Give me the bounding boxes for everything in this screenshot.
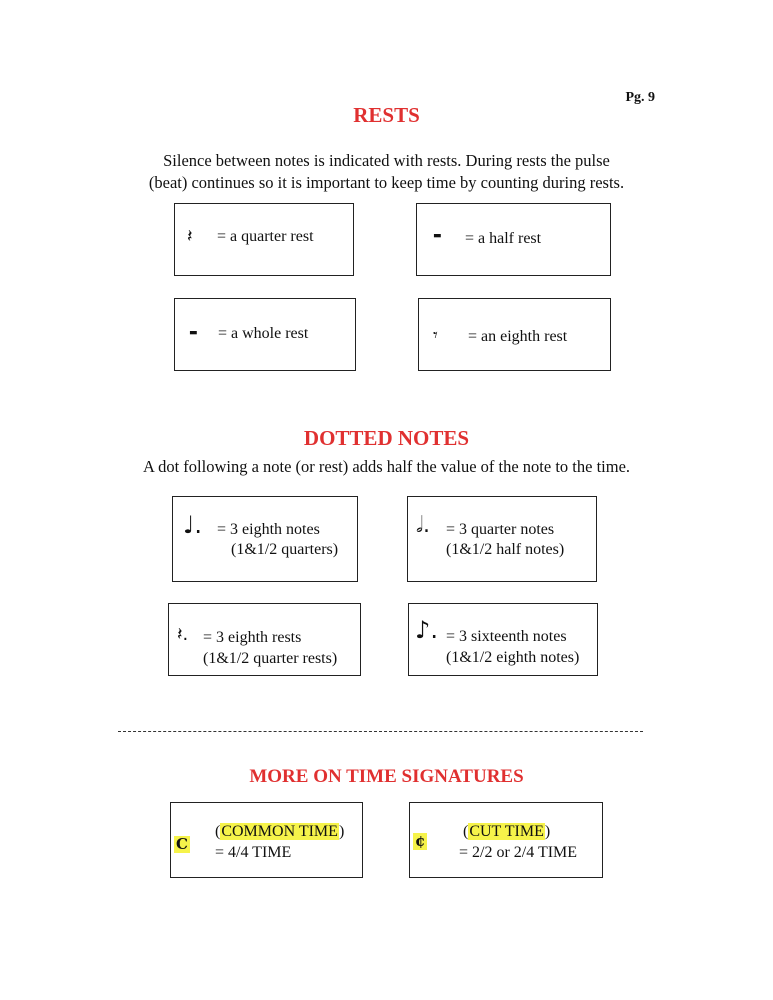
dotted-notes-intro: A dot following a note (or rest) adds half the value of the note to the time. [142,457,631,476]
dotted-eighth-note-icon: ♪. [415,616,438,644]
dotted-half-note-icon: 𝅗𝅥. [416,513,430,538]
cut-time-equals: = 2/2 or 2/4 TIME [459,844,578,861]
cut-time-label [463,823,550,841]
dotted-half-note-box [407,496,597,582]
half-rest-label: = a half rest [465,230,542,247]
dotted-quarter-rest-box [168,603,361,676]
dotted-quarter-note-box [172,496,358,582]
whole-rest-box [174,298,356,371]
dotted-eighth-note-line-2: (1&1/2 eighth notes) [446,649,580,666]
dotted-quarter-rest-line-2: (1&1/2 quarter rests) [203,650,338,667]
common-time-open-paren: ( [215,823,221,840]
page-number: Pg. 9 [625,90,655,105]
rests-intro [0,150,773,194]
dotted-notes-heading: DOTTED NOTES [303,426,470,450]
dotted-half-note-line-1: = 3 quarter notes [446,521,555,538]
dotted-quarter-note-icon: ♩. [183,511,202,539]
rests-heading: RESTS [353,103,420,127]
dotted-quarter-note-line-1: = 3 eighth notes [217,521,320,538]
whole-rest-label: = a whole rest [218,325,309,342]
eighth-rest-label: = an eighth rest [468,328,568,345]
eighth-rest-box [418,298,611,371]
time-signatures-heading: MORE ON TIME SIGNATURES [249,766,524,787]
dotted-eighth-note-line-1: = 3 sixteenth notes [446,628,567,645]
common-time-box [170,802,363,878]
half-rest-icon: ▬ [433,231,442,241]
rests-intro-line-1: Silence between notes is indicated with rests. During rests the pulse [163,151,610,170]
cut-time-close-paren: ) [544,823,551,840]
cut-time-icon: ¢ [415,832,426,850]
cut-time-box [409,802,603,878]
half-rest-box [416,203,611,276]
eighth-rest-icon: 𝄾 [433,325,438,346]
common-time-equals: = 4/4 TIME [215,844,292,861]
dotted-half-note-line-2: (1&1/2 half notes) [446,541,565,558]
rests-intro-line-2: (beat) continues so it is important to keep time by counting during rests. [148,173,625,192]
quarter-rest-label: = a quarter rest [217,228,314,245]
common-time-label [215,823,344,841]
dotted-eighth-note-box [408,603,598,676]
quarter-rest-icon: 𝄽 [187,226,193,247]
whole-rest-icon: ▬ [189,328,198,338]
common-time-icon: C [176,835,188,853]
quarter-rest-box [174,203,354,276]
dotted-quarter-rest-icon: 𝄽. [177,624,189,645]
dotted-quarter-rest-line-1: = 3 eighth rests [203,629,302,646]
cut-time-open-paren: ( [463,823,469,840]
common-time-close-paren: ) [338,823,345,840]
common-time-highlight: COMMON TIME [221,823,338,840]
section-divider [118,731,643,732]
dotted-quarter-note-line-2: (1&1/2 quarters) [231,541,339,558]
cut-time-highlight: CUT TIME [469,823,544,840]
